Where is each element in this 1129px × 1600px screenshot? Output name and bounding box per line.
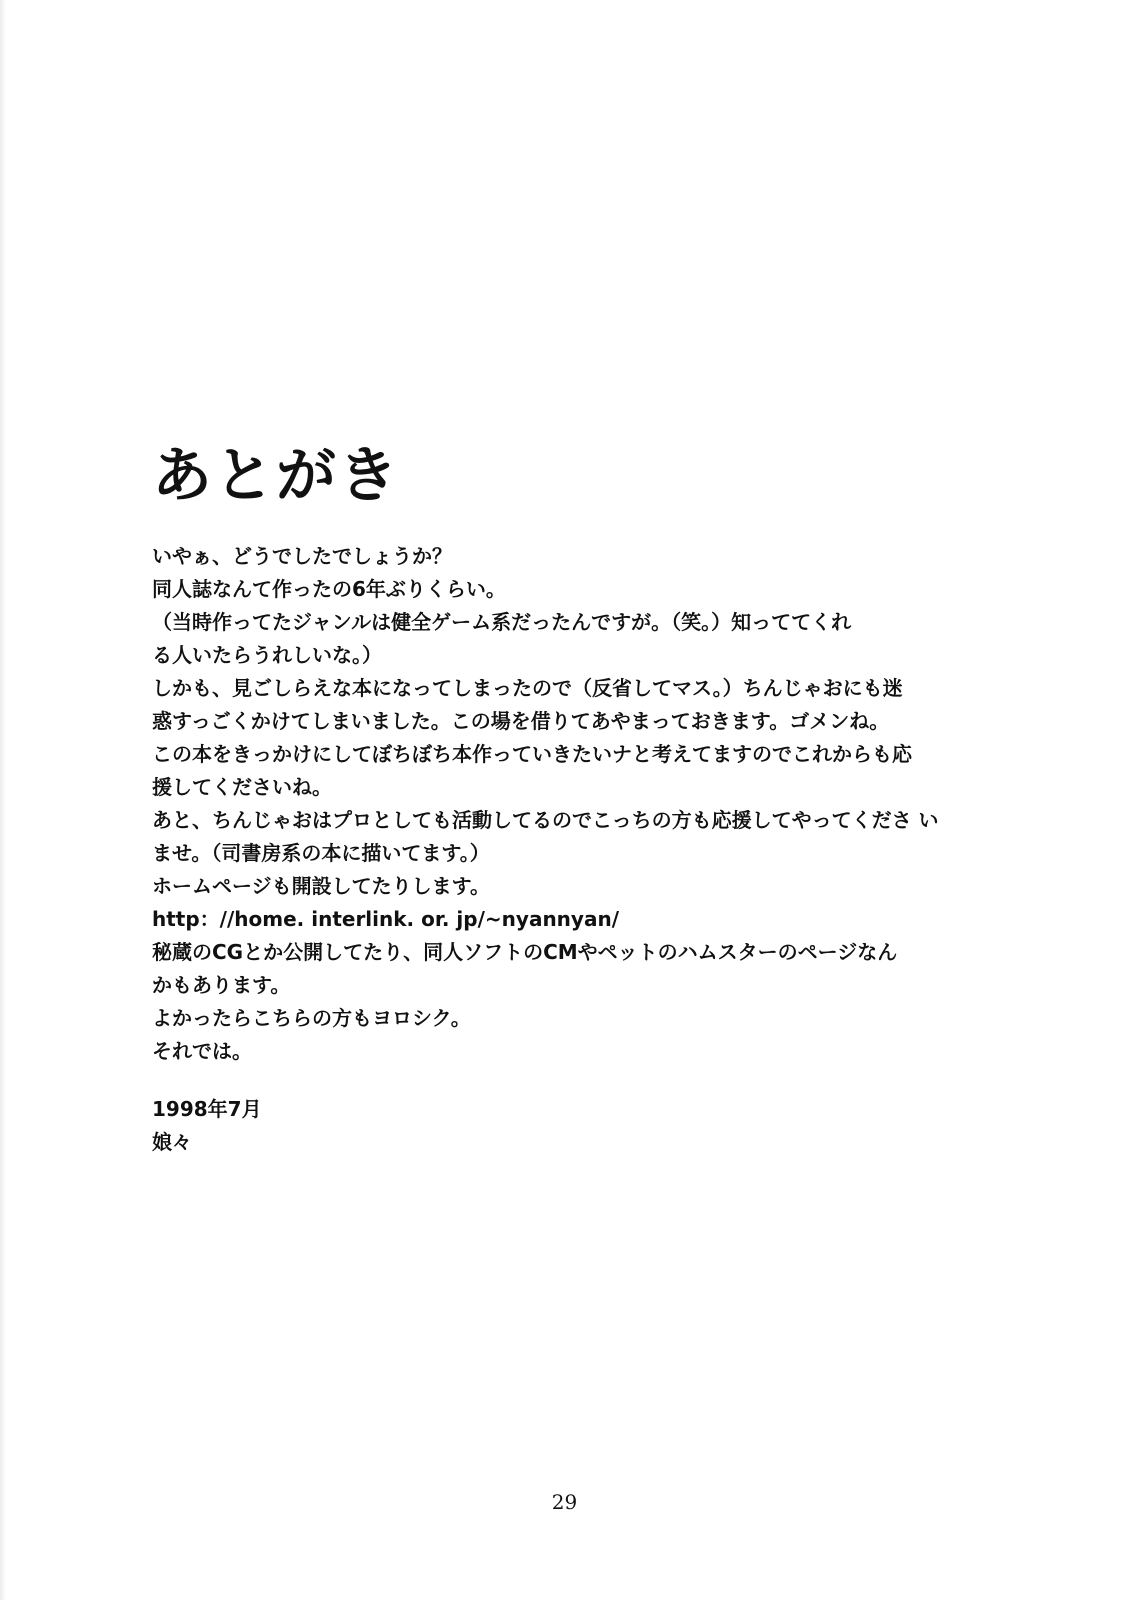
body-line: よかったらこちらの方もヨロシク。 xyxy=(152,1006,471,1030)
body-line: 援してくださいね。 xyxy=(152,775,332,799)
body-line: それでは。 xyxy=(152,1039,252,1063)
body-line: かもあります。 xyxy=(152,973,291,997)
body-line: いやぁ、どうでしたでしょうか？ xyxy=(152,544,452,568)
body-line: （当時作ってたジャンルは健全ゲーム系だったんですが。（笑。）知っててくれ xyxy=(152,610,852,634)
body-line: 惑すっごくかけてしまいました。この場を借りてあやまっておきます。ゴメンね。 xyxy=(152,709,890,733)
body-line: しかも、見ごしらえな本になってしまったので（反省してマス。）ちんじゃおにも迷 xyxy=(152,676,903,700)
afterword-body xyxy=(152,540,952,1159)
afterword-heading: あとがき xyxy=(152,441,400,511)
body-line: ホームページも開設してたりします。 xyxy=(152,874,490,898)
body-line: ませ。（司書房系の本に描いてます。） xyxy=(152,841,490,865)
date-line: 1998年7月 xyxy=(152,1097,262,1121)
body-line: る人いたらうれしいな。） xyxy=(152,643,382,667)
body-line: あと、ちんじゃおはプロとしても活動してるのでこっちの方も応援してやってくださ い xyxy=(152,808,939,832)
body-line: 秘蔵のCGとか公開してたり、同人ソフトのCMやペットのハムスターのページなん xyxy=(152,940,898,964)
homepage-url: http：//home. interlink. or. jp/~nyannyan/ xyxy=(152,907,619,931)
page-number: 29 xyxy=(551,1490,578,1514)
spacer xyxy=(152,1068,952,1093)
body-line: 同人誌なんて作ったの6年ぶりくらい。 xyxy=(152,577,506,601)
page-edge-shadow xyxy=(0,0,6,1600)
signature: 娘々 xyxy=(152,1130,192,1154)
body-line: この本をきっかけにしてぼちぼち本作っていきたいナと考えてますのでこれからも応 xyxy=(152,742,912,766)
